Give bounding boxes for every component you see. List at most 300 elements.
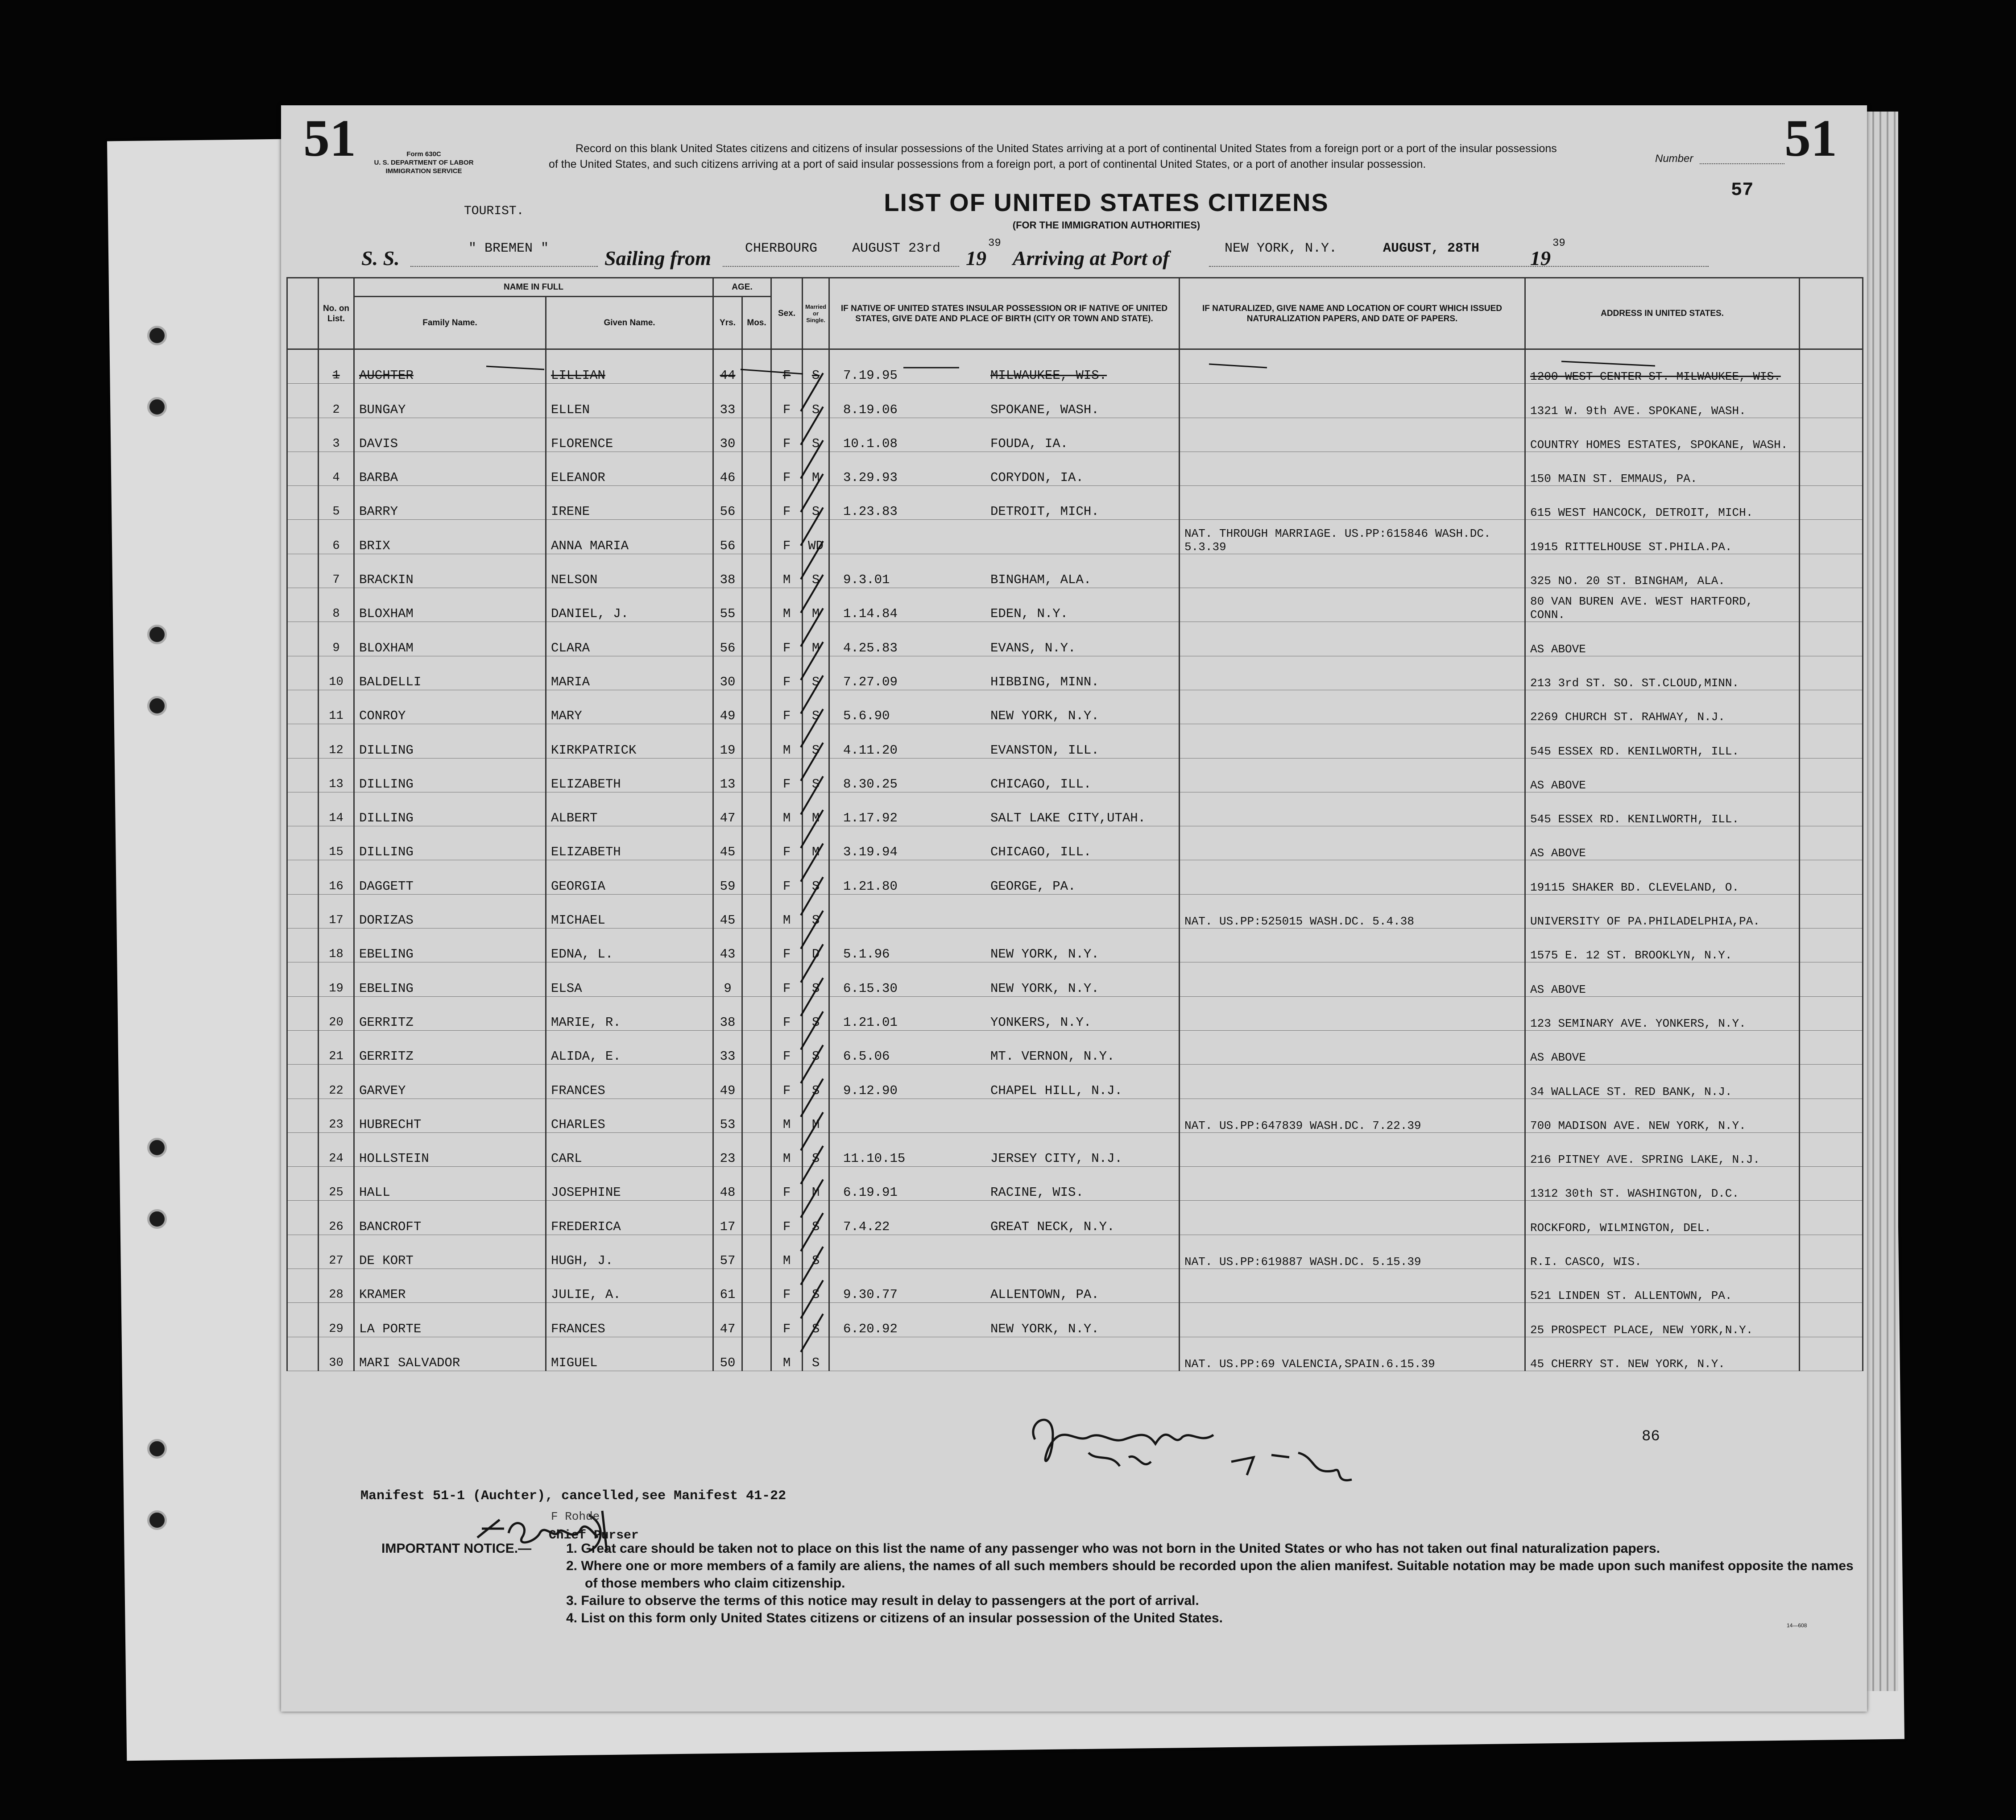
address: 45 CHERRY ST. NEW YORK, N.Y. — [1525, 1337, 1800, 1371]
birth-date: 8.30.25 — [843, 776, 898, 792]
sex: M — [771, 588, 803, 622]
sex: F — [771, 486, 803, 520]
address: 1321 W. 9th AVE. SPOKANE, WASH. — [1525, 384, 1800, 418]
sex: F — [771, 860, 803, 894]
row-number: 30 — [319, 1337, 354, 1371]
family-name: DILLING — [354, 758, 546, 792]
family-name: KRAMER — [354, 1269, 546, 1303]
family-name: AUCHTER — [354, 349, 546, 384]
naturalization: NAT. US.PP:525015 WASH.DC. 5.4.38 — [1180, 894, 1525, 928]
birth-date: 1.23.83 — [843, 504, 898, 519]
given-name: MARIA — [546, 656, 713, 690]
tick-mark — [801, 474, 823, 512]
notice-heading: IMPORTANT NOTICE.— — [381, 1541, 532, 1556]
sex: F — [771, 826, 803, 860]
birth-place: FOUDA, IA. — [990, 436, 1068, 451]
birth-date: 11.10.15 — [843, 1151, 906, 1166]
marital-status: S — [803, 690, 829, 724]
col-sex: Sex. — [771, 278, 803, 349]
given-name: FRANCES — [546, 1303, 713, 1337]
address: R.I. CASCO, WIS. — [1525, 1235, 1800, 1269]
tick-mark — [801, 709, 823, 747]
marital-status: M — [803, 1099, 829, 1132]
marital-status: S — [803, 1030, 829, 1064]
birth-date: 1.21.01 — [843, 1015, 898, 1030]
birth-date: 9.12.90 — [843, 1083, 898, 1098]
birth-date: 9.30.77 — [843, 1287, 898, 1302]
family-name: BANCROFT — [354, 1201, 546, 1235]
manifest-number-left: 51 — [303, 109, 356, 167]
page-title: LIST OF UNITED STATES CITIZENS — [884, 188, 1329, 216]
row-number: 28 — [319, 1269, 354, 1303]
given-name: MIGUEL — [546, 1337, 713, 1371]
age-years: 30 — [713, 418, 742, 452]
family-name: EBELING — [354, 929, 546, 962]
address: 123 SEMINARY AVE. YONKERS, N.Y. — [1525, 996, 1800, 1030]
given-name: CLARA — [546, 622, 713, 656]
age-years: 47 — [713, 1303, 742, 1337]
col-age: AGE. — [713, 278, 771, 297]
address: 545 ESSEX RD. KENILWORTH, ILL. — [1525, 724, 1800, 758]
naturalization: NAT. US.PP:647839 WASH.DC. 7.22.39 — [1180, 1099, 1525, 1132]
sex: M — [771, 1337, 803, 1371]
punch-hole — [147, 696, 167, 716]
marital-status: M — [803, 588, 829, 622]
row-number: 24 — [319, 1132, 354, 1166]
address: 700 MADISON AVE. NEW YORK, N.Y. — [1525, 1099, 1800, 1132]
birth-place: CHICAGO, ILL. — [990, 845, 1092, 860]
page-subtitle: (FOR THE IMMIGRATION AUTHORITIES) — [1012, 220, 1200, 231]
tick-mark — [801, 642, 823, 680]
address: UNIVERSITY OF PA.PHILADELPHIA,PA. — [1525, 894, 1800, 928]
marital-status: S — [803, 656, 829, 690]
address: 213 3rd ST. SO. ST.CLOUD,MINN. — [1525, 656, 1800, 690]
marital-status: S — [803, 724, 829, 758]
age-years: 23 — [713, 1132, 742, 1166]
notice-item-2: 2. Where one or more members of a family are aliens, the names of all such members should be recorded upon the alien manifest. Suitable notation may be made upon such manifest opposite the names of those members who claim citizenship. — [566, 1559, 1854, 1591]
birth-place: NEW YORK, N.Y. — [990, 709, 1099, 724]
marital-status: S — [803, 554, 829, 588]
punch-hole — [147, 326, 167, 345]
birth-date: 9.3.01 — [843, 572, 890, 588]
sex: F — [771, 520, 803, 554]
marital-status: S — [803, 384, 829, 418]
sex: F — [771, 656, 803, 690]
family-name: DE KORT — [354, 1235, 546, 1269]
family-name: GERRITZ — [354, 996, 546, 1030]
birth-place: RACINE, WIS. — [990, 1185, 1084, 1200]
birth-place: JERSEY CITY, N.J. — [990, 1151, 1122, 1166]
given-name: FRANCES — [546, 1065, 713, 1099]
punch-hole — [147, 1209, 167, 1229]
sex: F — [771, 622, 803, 656]
notice-item-1: 1. Great care should be taken not to place on this list the name of any passenger who was not born in the United States or who has not taken out final naturalization papers. — [566, 1541, 1660, 1556]
tick-mark — [801, 1180, 823, 1218]
birth-date: 7.4.22 — [843, 1219, 890, 1234]
family-name: DILLING — [354, 792, 546, 826]
sex: M — [771, 1099, 803, 1132]
family-name: LA PORTE — [354, 1303, 546, 1337]
birth-date: 5.1.96 — [843, 947, 890, 962]
form-service: IMMIGRATION SERVICE — [385, 167, 462, 175]
row-number: 21 — [319, 1030, 354, 1064]
family-name: DILLING — [354, 724, 546, 758]
row-number: 8 — [319, 588, 354, 622]
ship-name: " BREMEN " — [468, 241, 549, 256]
address: 2269 CHURCH ST. RAHWAY, N.J. — [1525, 690, 1800, 724]
row-number: 22 — [319, 1065, 354, 1099]
birth-place: ALLENTOWN, PA. — [990, 1287, 1099, 1302]
tick-mark — [801, 575, 823, 613]
given-name: GEORGIA — [546, 860, 713, 894]
birth-place: NEW YORK, N.Y. — [990, 947, 1099, 962]
family-name: EBELING — [354, 962, 546, 996]
port-from: CHERBOURG — [745, 241, 818, 256]
birth-place: CORYDON, IA. — [990, 470, 1084, 485]
address: 150 MAIN ST. EMMAUS, PA. — [1525, 452, 1800, 485]
print-code: 14—608 — [1787, 1622, 1807, 1629]
address: 1915 RITTELHOUSE ST.PHILA.PA. — [1525, 520, 1800, 554]
tick-mark — [801, 1079, 823, 1117]
ss-label: S. S. — [361, 247, 400, 269]
address: 216 PITNEY AVE. SPRING LAKE, N.J. — [1525, 1132, 1800, 1166]
birth-date: 4.25.83 — [843, 640, 898, 655]
tick-mark — [801, 1012, 823, 1049]
address: 1200 WEST CENTER ST. MILWAUKEE, WIS. — [1525, 349, 1800, 384]
tick-mark — [801, 877, 823, 915]
age-years: 56 — [713, 622, 742, 656]
arrival-year: 39 — [1552, 237, 1565, 249]
naturalization: NAT. US.PP:619887 WASH.DC. 5.15.39 — [1180, 1235, 1525, 1269]
birth-place: EVANS, N.Y. — [990, 640, 1076, 655]
form-department: U. S. DEPARTMENT OF LABOR — [374, 159, 474, 166]
row-number: 7 — [319, 554, 354, 588]
birth-date: 1.17.92 — [843, 811, 898, 826]
given-name: ELSA — [546, 962, 713, 996]
port-to: NEW YORK, N.Y. — [1225, 241, 1337, 256]
age-years: 33 — [713, 384, 742, 418]
inspector-signature — [1022, 1395, 1361, 1497]
given-name: DANIEL, J. — [546, 588, 713, 622]
arrival-date: AUGUST, 28TH — [1383, 241, 1480, 256]
age-years: 38 — [713, 996, 742, 1030]
age-years: 45 — [713, 894, 742, 928]
birth-place: DETROIT, MICH. — [990, 504, 1099, 519]
age-years: 50 — [713, 1337, 742, 1371]
sex: M — [771, 554, 803, 588]
birth-place: BINGHAM, ALA. — [990, 572, 1092, 588]
age-years: 61 — [713, 1269, 742, 1303]
address: AS ABOVE — [1525, 622, 1800, 656]
marital-status: S — [803, 1303, 829, 1337]
sex: F — [771, 962, 803, 996]
address: ROCKFORD, WILMINGTON, DEL. — [1525, 1201, 1800, 1235]
tick-mark — [801, 1112, 823, 1150]
row-number: 5 — [319, 486, 354, 520]
purser-title: Chief Purser — [549, 1529, 639, 1542]
birth-date: 6.5.06 — [843, 1049, 890, 1064]
row-number: 6 — [319, 520, 354, 554]
birth-date: 3.29.93 — [843, 470, 898, 485]
given-name: FLORENCE — [546, 418, 713, 452]
marital-status: S — [803, 1235, 829, 1269]
address: AS ABOVE — [1525, 826, 1800, 860]
tick-mark — [801, 407, 823, 445]
marital-status: WD — [803, 520, 829, 554]
marital-status: S — [803, 349, 829, 384]
age-years: 46 — [713, 452, 742, 485]
sex: F — [771, 1303, 803, 1337]
tick-mark — [801, 810, 823, 848]
sex: M — [771, 1235, 803, 1269]
age-years: 49 — [713, 690, 742, 724]
tick-mark — [801, 508, 823, 546]
marital-status: M — [803, 792, 829, 826]
naturalization: NAT. THROUGH MARRIAGE. US.PP:615846 WASH.DC. 5.3.39 — [1180, 520, 1525, 554]
given-name: HUGH, J. — [546, 1235, 713, 1269]
sex: F — [771, 1065, 803, 1099]
tourist-class: TOURIST. — [464, 204, 524, 218]
marital-status: M — [803, 452, 829, 485]
birth-date: 6.19.91 — [843, 1185, 898, 1200]
tick-mark — [801, 1314, 823, 1352]
given-name: CARL — [546, 1132, 713, 1166]
given-name: ELIZABETH — [546, 758, 713, 792]
marital-status: S — [803, 1201, 829, 1235]
address: 325 NO. 20 ST. BINGHAM, ALA. — [1525, 554, 1800, 588]
col-naturalized: IF NATURALIZED, GIVE NAME AND LOCATION OF COURT WHICH ISSUED NATURALIZATION PAPERS, AND DATE OF PAPERS. — [1180, 278, 1525, 349]
punch-hole — [147, 1510, 167, 1530]
col-birth: IF NATIVE OF UNITED STATES INSULAR POSSESSION OR IF NATIVE OF UNITED STATES, GIVE DATE AND PLACE OF BIRTH (CITY OR TOWN AND STATE). — [829, 278, 1180, 349]
family-name: HUBRECHT — [354, 1099, 546, 1132]
given-name: MARY — [546, 690, 713, 724]
birth-date: 6.20.92 — [843, 1321, 898, 1336]
tick-mark — [801, 944, 823, 982]
age-years: 30 — [713, 656, 742, 690]
form-instructions: Record on this blank United States citizens and citizens of insular possessions of the United States arriving at a port of continental United States from a foreign port or a port of the insular possessions of the United States, and such citizens arriving at a port of said insular possessions from a foreign port, a port of continental United States, or a port of another insular possession. — [549, 142, 1557, 170]
birth-date: 7.19.95 — [843, 368, 898, 383]
tick-mark — [801, 440, 823, 478]
sex: F — [771, 1269, 803, 1303]
age-years: 33 — [713, 1030, 742, 1064]
col-married: Married or Single. — [803, 278, 829, 349]
address: AS ABOVE — [1525, 758, 1800, 792]
marital-status: S — [803, 486, 829, 520]
birth-place: SPOKANE, WASH. — [990, 402, 1099, 417]
birth-date: 1.21.80 — [843, 879, 898, 894]
age-years: 55 — [713, 588, 742, 622]
age-years: 9 — [713, 962, 742, 996]
sex: F — [771, 1201, 803, 1235]
address: 545 ESSEX RD. KENILWORTH, ILL. — [1525, 792, 1800, 826]
row-number: 19 — [319, 962, 354, 996]
col-family-name: Family Name. — [354, 297, 546, 349]
marital-status: M — [803, 826, 829, 860]
sex: F — [771, 690, 803, 724]
age-years: 56 — [713, 520, 742, 554]
family-name: DAGGETT — [354, 860, 546, 894]
birth-date: 1.14.84 — [843, 606, 898, 622]
marital-status: S — [803, 996, 829, 1030]
birth-date: 6.15.30 — [843, 981, 898, 996]
row-number: 29 — [319, 1303, 354, 1337]
given-name: MICHAEL — [546, 894, 713, 928]
given-name: ALIDA, E. — [546, 1030, 713, 1064]
given-name: ELEANOR — [546, 452, 713, 485]
address: 34 WALLACE ST. RED BANK, N.J. — [1525, 1065, 1800, 1099]
col-no: No. on List. — [319, 278, 354, 349]
tick-mark — [801, 608, 823, 646]
given-name: KIRKPATRICK — [546, 724, 713, 758]
family-name: BUNGAY — [354, 384, 546, 418]
marital-status: S — [803, 1269, 829, 1303]
age-years: 48 — [713, 1167, 742, 1201]
age-years: 45 — [713, 826, 742, 860]
given-name: ALBERT — [546, 792, 713, 826]
col-mos: Mos. — [742, 297, 771, 349]
birth-place: GREAT NECK, N.Y. — [990, 1219, 1115, 1234]
age-years: 59 — [713, 860, 742, 894]
row-number: 23 — [319, 1099, 354, 1132]
birth-place: NEW YORK, N.Y. — [990, 1321, 1099, 1336]
marital-status: D — [803, 929, 829, 962]
birth-date: 7.27.09 — [843, 674, 898, 689]
given-name: JOSEPHINE — [546, 1167, 713, 1201]
birth-place: EVANSTON, ILL. — [990, 742, 1099, 758]
punch-hole — [147, 397, 167, 417]
important-notice — [381, 1540, 1867, 1627]
cancel-note: Manifest 51-1 (Auchter), cancelled,see Manifest 41-22 — [360, 1488, 787, 1504]
tick-mark — [801, 1213, 823, 1251]
stacked-page-edges — [1867, 112, 1898, 1691]
col-name-in-full: NAME IN FULL — [354, 278, 713, 297]
sex: F — [771, 758, 803, 792]
col-given-name: Given Name. — [546, 297, 713, 349]
family-name: BRACKIN — [354, 554, 546, 588]
given-name: LILLIAN — [546, 349, 713, 384]
form-number: Form 630C — [406, 150, 441, 158]
sex: F — [771, 1167, 803, 1201]
sex: M — [771, 894, 803, 928]
given-name: NELSON — [546, 554, 713, 588]
given-name: ANNA MARIA — [546, 520, 713, 554]
birth-place: NEW YORK, N.Y. — [990, 981, 1099, 996]
family-name: BARRY — [354, 486, 546, 520]
tick-mark — [801, 743, 823, 781]
birth-place: HIBBING, MINN. — [990, 674, 1099, 689]
age-years: 43 — [713, 929, 742, 962]
sex: M — [771, 792, 803, 826]
sex: F — [771, 1030, 803, 1064]
family-name: GERRITZ — [354, 1030, 546, 1064]
col-yrs: Yrs. — [713, 297, 742, 349]
departure-date: AUGUST 23rd — [852, 241, 941, 256]
row-number: 18 — [319, 929, 354, 962]
family-name: DAVIS — [354, 418, 546, 452]
tick-mark — [801, 373, 823, 411]
birth-place: MILWAUKEE, WIS. — [990, 368, 1107, 383]
arriving-label: Arriving at Port of — [1013, 247, 1170, 269]
family-name: HOLLSTEIN — [354, 1132, 546, 1166]
row-number: 12 — [319, 724, 354, 758]
departure-year-prefix: 19 — [966, 247, 986, 269]
given-name: CHARLES — [546, 1099, 713, 1132]
row-number: 26 — [319, 1201, 354, 1235]
birth-place: GEORGE, PA. — [990, 879, 1076, 894]
family-name: GARVEY — [354, 1065, 546, 1099]
tick-mark — [801, 1280, 823, 1318]
sex: M — [771, 1132, 803, 1166]
naturalization: NAT. US.PP:69 VALENCIA,SPAIN.6.15.39 — [1180, 1337, 1525, 1371]
birth-place: YONKERS, N.Y. — [990, 1015, 1092, 1030]
row-number: 2 — [319, 384, 354, 418]
notice-item-3: 3. Failure to observe the terms of this notice may result in delay to passengers at the port of arrival. — [566, 1593, 1199, 1608]
given-name: FREDERICA — [546, 1201, 713, 1235]
marital-status: S — [803, 1065, 829, 1099]
address: 1312 30th ST. WASHINGTON, D.C. — [1525, 1167, 1800, 1201]
age-years: 53 — [713, 1099, 742, 1132]
address: 25 PROSPECT PLACE, NEW YORK,N.Y. — [1525, 1303, 1800, 1337]
row-number: 9 — [319, 622, 354, 656]
arrival-year-prefix: 19 — [1530, 247, 1551, 269]
row-number: 15 — [319, 826, 354, 860]
family-name: BRIX — [354, 520, 546, 554]
marital-status: M — [803, 622, 829, 656]
given-name: MARIE, R. — [546, 996, 713, 1030]
tally-number: 86 — [1642, 1428, 1660, 1445]
marital-status: M — [803, 1167, 829, 1201]
punch-hole — [147, 625, 167, 644]
address: AS ABOVE — [1525, 962, 1800, 996]
row-number: 4 — [319, 452, 354, 485]
tick-mark — [801, 1247, 823, 1285]
sailing-from-label: Sailing from — [604, 247, 712, 269]
birth-date: 8.19.06 — [843, 402, 898, 417]
marital-status: S — [803, 894, 829, 928]
given-name: ELIZABETH — [546, 826, 713, 860]
given-name: JULIE, A. — [546, 1269, 713, 1303]
tick-mark — [801, 911, 823, 949]
birth-date: 10.1.08 — [843, 436, 898, 451]
notice-item-4: 4. List on this form only United States citizens or citizens of an insular possession of the United States. — [566, 1611, 1223, 1625]
row-number: 20 — [319, 996, 354, 1030]
birth-place: EDEN, N.Y. — [990, 606, 1068, 622]
given-name: ELLEN — [546, 384, 713, 418]
age-years: 38 — [713, 554, 742, 588]
address: 521 LINDEN ST. ALLENTOWN, PA. — [1525, 1269, 1800, 1303]
sex: F — [771, 929, 803, 962]
row-number: 27 — [319, 1235, 354, 1269]
departure-year: 39 — [988, 237, 1001, 249]
punch-hole — [147, 1439, 167, 1459]
family-name: CONROY — [354, 690, 546, 724]
manifest-number-right: 51 — [1784, 109, 1837, 167]
family-name: MARI SALVADOR — [354, 1337, 546, 1371]
family-name: BLOXHAM — [354, 622, 546, 656]
family-name: BARBA — [354, 452, 546, 485]
punch-hole — [147, 1138, 167, 1157]
row-number: 11 — [319, 690, 354, 724]
sex: F — [771, 349, 803, 384]
sex: F — [771, 418, 803, 452]
family-name: DILLING — [354, 826, 546, 860]
sex: F — [771, 384, 803, 418]
tick-mark — [801, 541, 823, 579]
cancel-strike-row-1 — [486, 361, 1655, 374]
address: 80 VAN BUREN AVE. WEST HARTFORD, CONN. — [1525, 588, 1800, 622]
marital-status: S — [803, 758, 829, 792]
age-years: 56 — [713, 486, 742, 520]
